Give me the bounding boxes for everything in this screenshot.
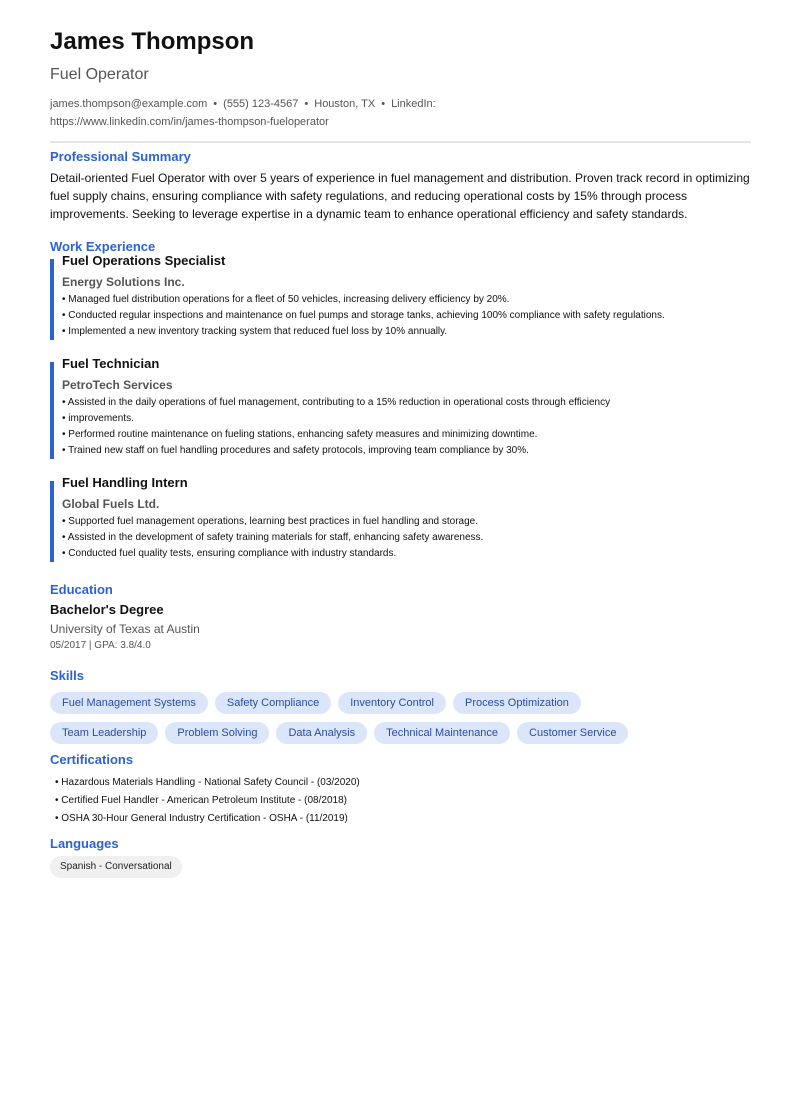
job-bullets [62,292,751,340]
skill-tag: Team Leadership [50,722,158,744]
language-tag: Spanish - Conversational [50,856,182,878]
job-entry [50,475,751,562]
job-bullet: • Supported fuel management operations, learning best practices in fuel handling and storage. [62,516,478,527]
contact-email[interactable]: james.thompson@example.com [50,98,208,110]
contact-linkedin-url[interactable]: https://www.linkedin.com/in/james-thompson-fueloperator [50,116,329,128]
contact-separator: • [381,98,386,110]
job-bullet: • Trained new staff on fuel handling procedures and safety protocols, improving team compliance by 30%. [62,445,529,456]
job-bullet: • Conducted regular inspections and maintenance on fuel pumps and storage tanks, achieving 100% compliance with safety regulations. [62,310,665,321]
candidate-name: James Thompson [50,28,255,55]
resume-header [50,28,751,143]
contact-phone: (555) 123-4567 [223,98,299,110]
job-company: Global Fuels Ltd. [62,497,160,511]
education-degree: Bachelor's Degree [50,602,164,617]
education-heading: Education [50,582,113,597]
skill-tag: Fuel Management Systems [50,692,208,714]
certification-item: • Hazardous Materials Handling - National Safety Council - (03/2020) [55,777,360,788]
candidate-title: Fuel Operator [50,66,149,83]
summary-heading: Professional Summary [50,149,191,164]
education-school: University of Texas at Austin [50,622,200,636]
education-date-gpa: 05/2017 | GPA: 3.8/4.0 [50,640,151,651]
skill-tag: Process Optimization [453,692,581,714]
job-title: Fuel Technician [62,356,160,371]
languages-list [50,856,751,878]
skill-tag: Customer Service [517,722,628,744]
job-entry [50,356,751,459]
contact-separator: • [213,98,218,110]
job-company: Energy Solutions Inc. [62,275,185,289]
job-bullet: • improvements. [62,413,134,424]
work-experience-heading: Work Experience [50,239,156,254]
job-bullet: • Implemented a new inventory tracking system that reduced fuel loss by 10% annually. [62,326,448,337]
certification-item: • Certified Fuel Handler - American Petroleum Institute - (08/2018) [55,795,347,806]
skill-tag: Inventory Control [338,692,446,714]
job-title: Fuel Handling Intern [62,475,188,490]
job-bullets [62,514,751,562]
skill-tag: Safety Compliance [215,692,331,714]
contact-line [50,95,751,131]
job-bullets [62,395,751,459]
job-company: PetroTech Services [62,378,173,392]
contact-linkedin-label: LinkedIn: [391,98,436,110]
resume-page [50,28,751,878]
contact-location: Houston, TX [314,98,376,110]
job-bullet: • Assisted in the daily operations of fuel management, contributing to a 15% reduction in operational costs through efficiency [62,397,611,408]
contact-separator: • [304,98,309,110]
skills-list [50,692,690,744]
certifications-list [50,774,751,828]
languages-heading: Languages [50,836,119,851]
job-bullet: • Performed routine maintenance on fueling stations, enhancing safety measures and minimizing downtime. [62,429,538,440]
job-bullet: • Managed fuel distribution operations for a fleet of 50 vehicles, increasing delivery efficiency by 20%. [62,294,510,305]
certifications-heading: Certifications [50,752,134,767]
header-divider [50,141,751,143]
skill-tag: Data Analysis [276,722,367,744]
job-title: Fuel Operations Specialist [62,253,226,268]
skill-tag: Technical Maintenance [374,722,510,744]
certification-item: • OSHA 30-Hour General Industry Certification - OSHA - (11/2019) [55,813,348,824]
job-entry [50,253,751,340]
job-bullet: • Assisted in the development of safety training materials for staff, enhancing safety awareness. [62,532,484,543]
summary-text: Detail-oriented Fuel Operator with over 5 years of experience in fuel management and distribution. Proven track record in optimizing fuel supply chains, ensuring compliance with safety regulations, and reducing operational costs by 15% through process improvements. Seeking to leverage expertise in a dynamic team to enhance operational efficiency and safety standards. [50,171,750,221]
job-bullet: • Conducted fuel quality tests, ensuring compliance with industry standards. [62,548,397,559]
skills-heading: Skills [50,668,84,683]
skill-tag: Problem Solving [165,722,269,744]
